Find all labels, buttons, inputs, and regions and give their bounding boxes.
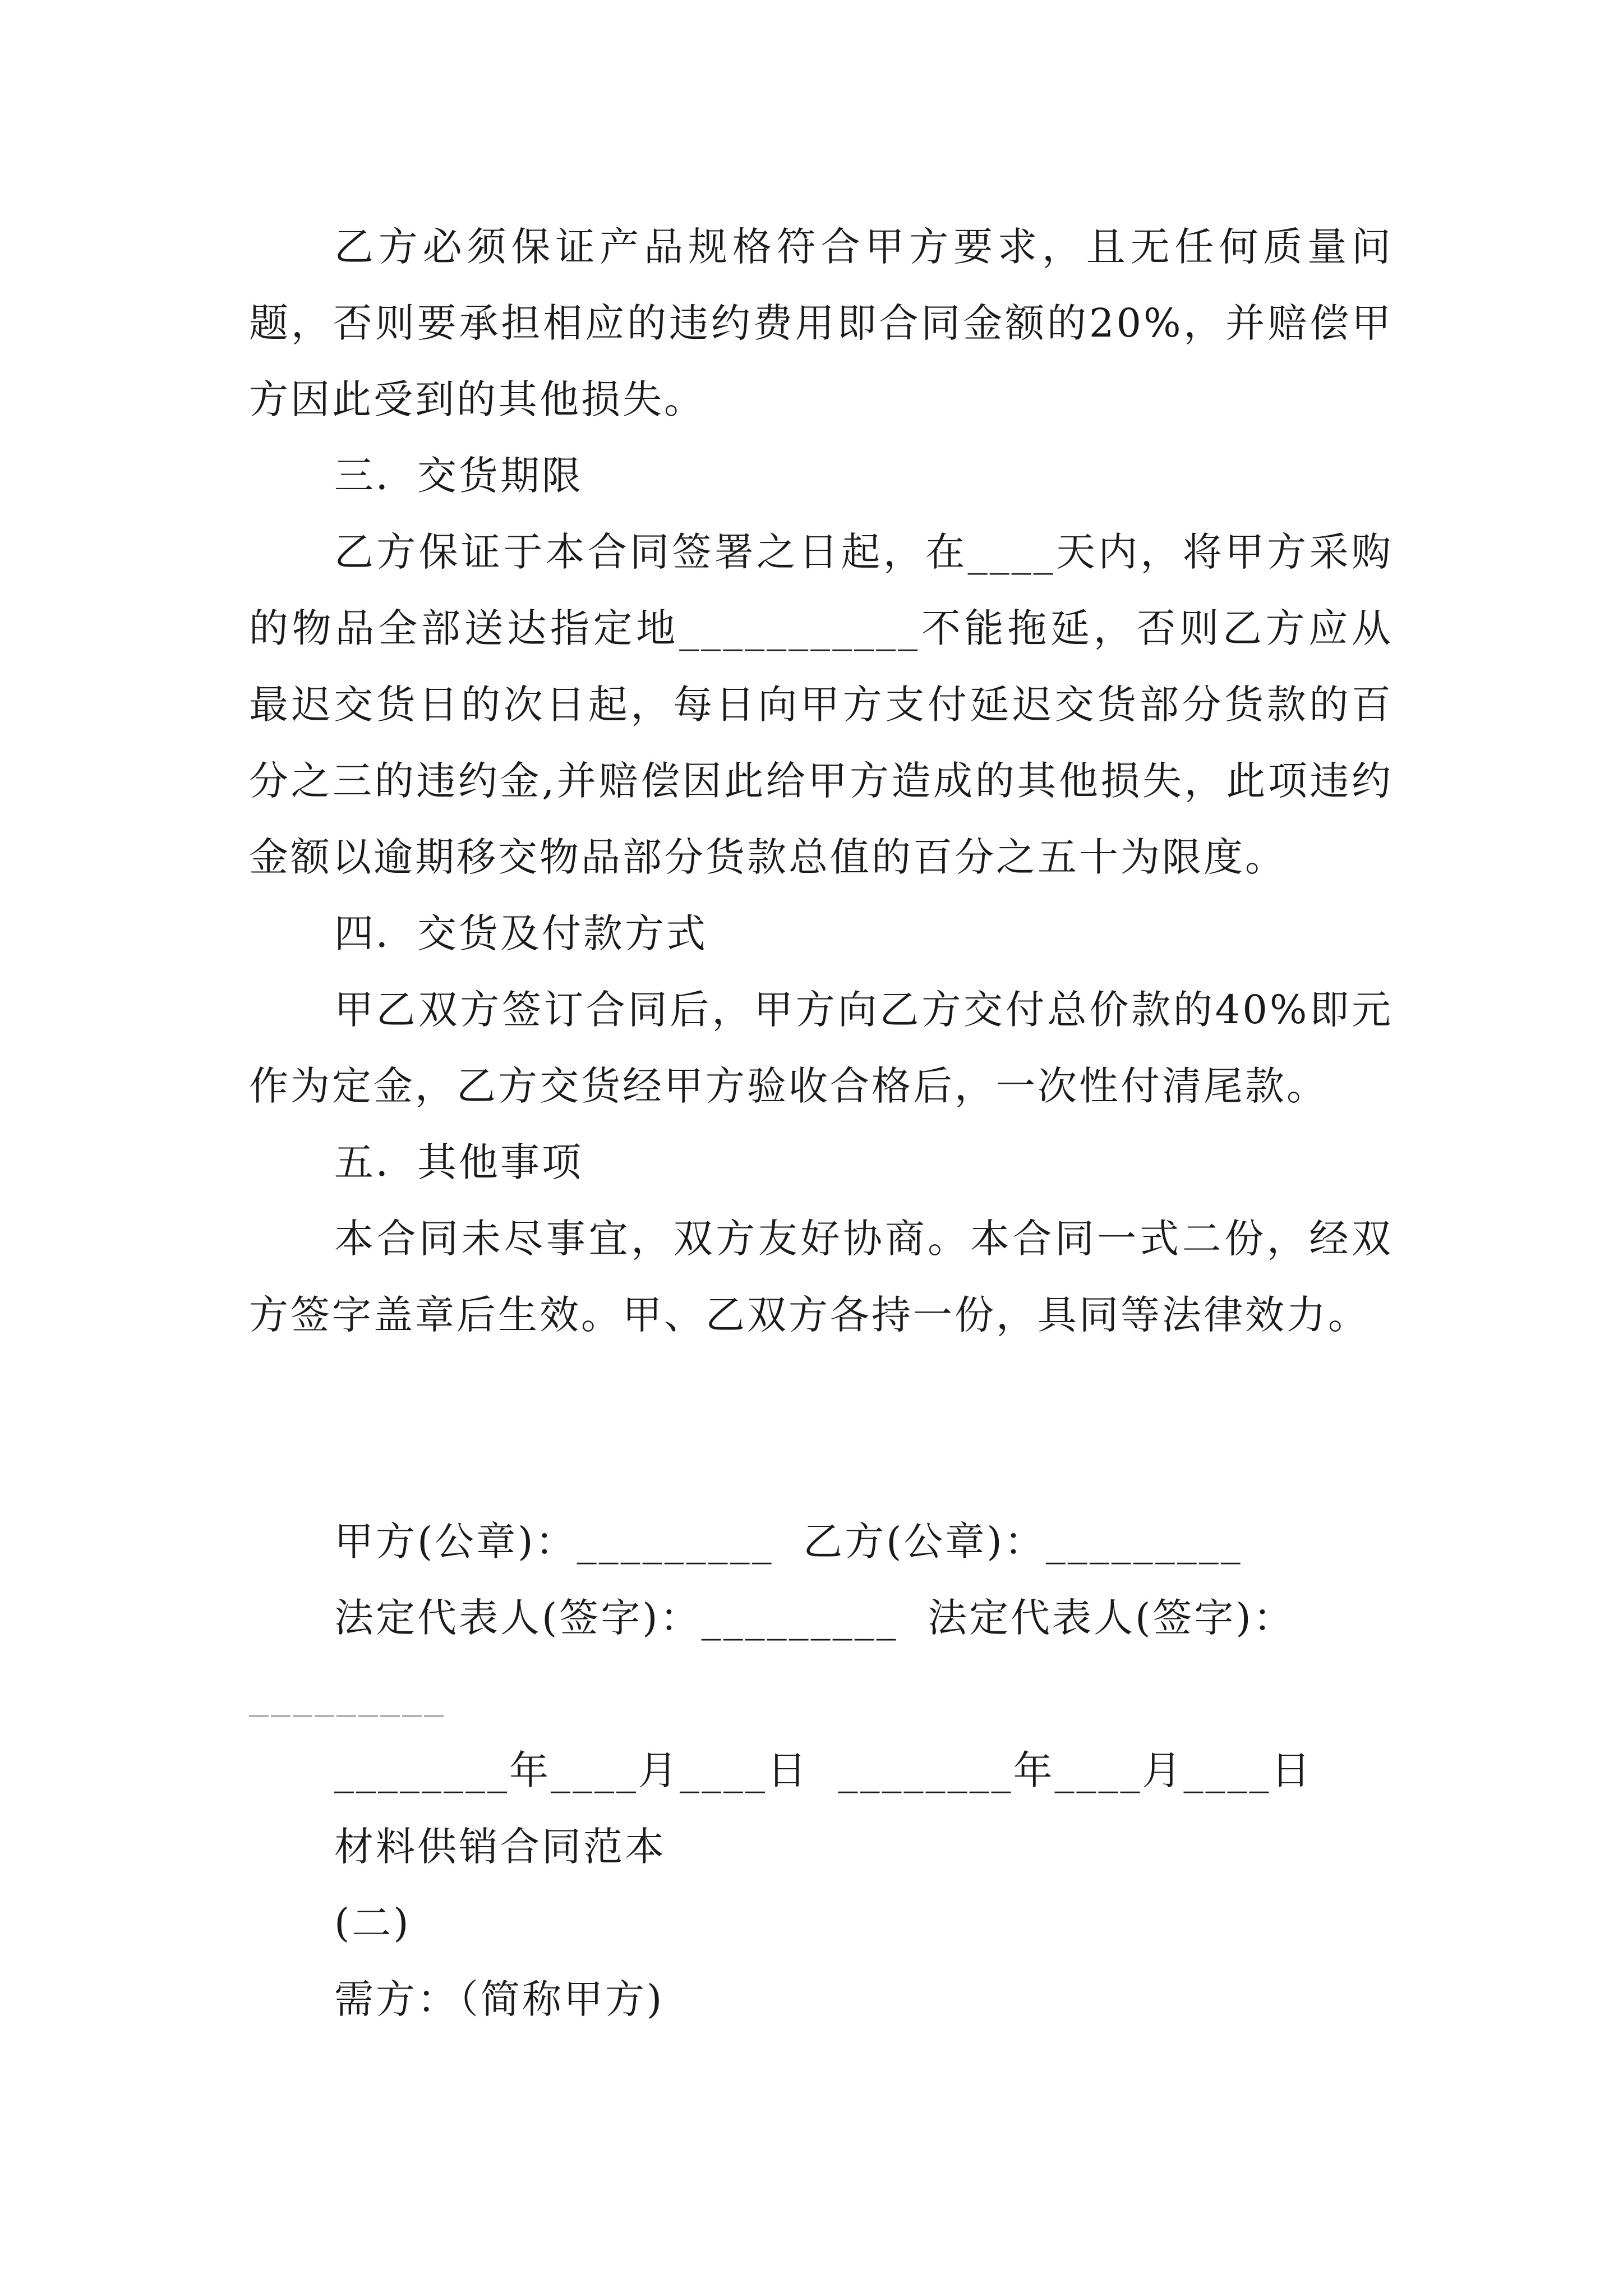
contract-body <box>249 209 1393 1353</box>
demand-party-line: 需方：（简称甲方) <box>334 1976 665 2022</box>
signing-date-line: ________年____月____日 ________年____月____日 <box>334 1747 1313 1793</box>
section-5-heading: 五．其他事项 <box>334 1139 583 1185</box>
representative-signature-line: 法定代表人(签字)：_________ 法定代表人(签字)： <box>334 1595 1295 1641</box>
next-contract-title: 材料供销合同范本 <box>334 1824 666 1870</box>
next-contract-number: (二) <box>334 1900 411 1946</box>
other-matters-paragraph: 本合同未尽事宜，双方友好协商。本合同一式二份，经双方签字盖章后生效。甲、乙双方各持一份，具同等法律效力。 <box>249 1216 1393 1338</box>
delivery-term-paragraph: 乙方保证于本合同签署之日起，在____天内，将甲方采购的物品全部送达指定地___________不能拖延，否则乙方应从最迟交货日的次日起，每日向甲方支付延迟交货部分货款的百分之三的违约金,并赔偿因此给甲方造成的其他损失，此项违约金额以逾期移交物品部分货款总值的百分之五十为限度。 <box>249 529 1393 880</box>
section-3-heading: 三．交货期限 <box>334 453 583 499</box>
signature-continuation-blank: _________ <box>249 1671 446 1717</box>
party-seal-line: 甲方(公章)：_________ 乙方(公章)：_________ <box>334 1519 1243 1565</box>
payment-paragraph: 甲乙双方签订合同后，甲方向乙方交付总价款的40%即元作为定金，乙方交货经甲方验收合格后，一次性付清尾款。 <box>249 987 1393 1109</box>
section-4-heading: 四．交货及付款方式 <box>334 910 708 956</box>
quality-clause-paragraph: 乙方必须保证产品规格符合甲方要求，且无任何质量问题，否则要承担相应的违约费用即合同金额的20%，并赔偿甲方因此受到的其他损失。 <box>249 224 1393 422</box>
